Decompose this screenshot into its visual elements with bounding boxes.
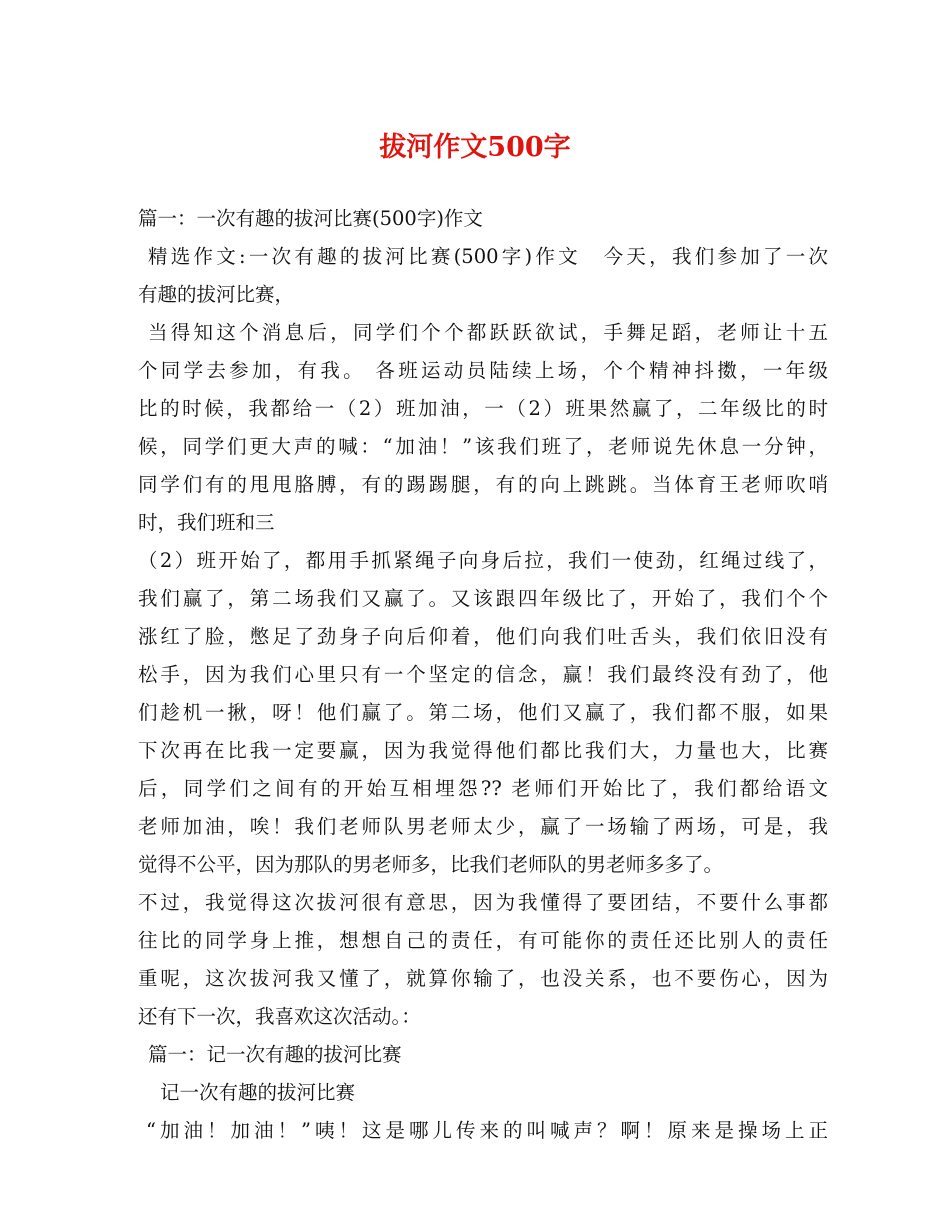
text-line: 我们赢了，第二场我们又赢了。又该跟四年级比了，开始了，我们个个	[138, 587, 828, 610]
text-line: 往比的同学身上推，想想自己的责任，有可能你的责任还比别人的责任	[138, 929, 828, 952]
text-line: 不过，我觉得这次拔河很有意思，因为我懂得了要团结，不要什么事都	[138, 891, 828, 914]
document-title: 拔河作文500字	[379, 132, 571, 163]
text-line: （2）班开始了，都用手抓紧绳子向身后拉，我们一使劲，红绳过线了，	[138, 549, 828, 572]
text-line: 松手，因为我们心里只有一个坚定的信念，赢！我们最终没有劲了，他	[138, 663, 828, 686]
text-line: 同学们有的甩甩胳膊，有的踢踢腿，有的向上跳跳。当体育王老师吹哨	[138, 473, 828, 496]
text-line: 比的时候，我都给一（2）班加油，一（2）班果然赢了，二年级比的时	[138, 397, 828, 420]
text-line: 时，我们班和三	[138, 511, 275, 534]
text-line: 下次再在比我一定要赢，因为我觉得他们都比我们大，力量也大，比赛	[138, 739, 828, 762]
text-line: 后，同学们之间有的开始互相埋怨?? 老师们开始比了，我们都给语文	[138, 777, 828, 800]
text-line: 当得知这个消息后，同学们个个都跃跃欲试，手舞足蹈，老师让十五	[148, 321, 828, 344]
text-line: 们趁机一揪，呀！他们赢了。第二场，他们又赢了，我们都不服，如果	[138, 701, 828, 724]
text-line: 有趣的拔河比赛，	[138, 283, 295, 306]
text-line: 精选作文:一次有趣的拔河比赛(500字)作文 今天，我们参加了一次	[148, 245, 828, 268]
text-line: 涨红了脸，憋足了劲身子向后仰着，他们向我们吐舌头，我们依旧没有	[138, 625, 828, 648]
text-line: 觉得不公平，因为那队的男老师多，比我们老师队的男老师多多了。	[138, 853, 724, 876]
text-line: 个同学去参加，有我。 各班运动员陆续上场，个个精神抖擞，一年级	[138, 359, 828, 382]
text-line: 重呢，这次拔河我又懂了，就算你输了，也没关系，也不要伤心，因为	[138, 967, 828, 990]
text-line-section-heading: 篇一：一次有趣的拔河比赛(500字)作文	[138, 207, 483, 230]
text-line: 老师加油，唉！我们老师队男老师太少，赢了一场输了两场，可是，我	[138, 815, 828, 838]
text-line: 还有下一次，我喜欢这次活动。：	[138, 1005, 421, 1028]
text-line: 候，同学们更大声的喊：“加油！”该我们班了，老师说先休息一分钟，	[138, 435, 828, 458]
text-line-subheading: 记一次有趣的拔河比赛	[160, 1081, 356, 1104]
text-line-section-heading: 篇一：记一次有趣的拔河比赛	[148, 1043, 402, 1066]
text-line: “加油！加油！”咦！这是哪儿传来的叫喊声？啊！原来是操场上正	[146, 1119, 828, 1142]
